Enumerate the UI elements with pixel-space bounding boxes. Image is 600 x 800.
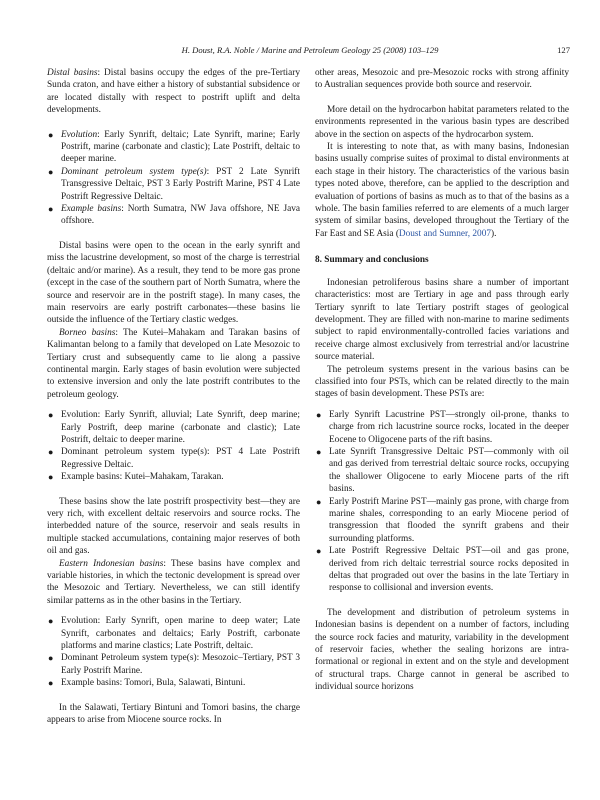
list-item: ● Dominant petroleum system type(s): PST 2 Late Synrift Transgressive Deltaic, PST 3 Early Postrift Marine, PST 4 Late Postrift Regressive Deltaic. [48, 166, 300, 202]
distal-basins-label: Distal basins [47, 68, 98, 78]
conclusion-paragraph: The development and distribution of petroleum systems in Indonesian basins is dependent on a number of factors, including the source rock facies and maturity, variability in the development of reservoir facies, whether the sealing horizons are intra-formational or regional in extent and on the style and development of structural traps. Charge cannot in general be ascribed to individual source horizons [315, 607, 569, 693]
list-item: ● Example basins: Kutei–Mahakam, Tarakan. [48, 472, 224, 483]
borneo-bullet-list [47, 409, 300, 483]
list-item: ● Early Postrift Marine PST—mainly gas prone, with charge from marine shales, corresponding to an early Miocene period of transgression that flooded the synrift grabens and their surrounding platforms. [316, 496, 569, 544]
eastern-basins-paragraph: Eastern Indonesian basins: These basins have complex and variable histories, in which the tectonic development is spread over the Mesozoic and Tertiary. Nevertheless, we can still identify similar patterns as in the other basins in the Tertiary. [47, 558, 300, 606]
bullet-icon: ● [48, 616, 54, 627]
detail-paragraph: More detail on the hydrocarbon habitat parameters related to the environments represented in the various basin types are described above in the section on aspects of the hydrocarbon system. [315, 104, 569, 140]
eastern-discussion-paragraph: In the Salawati, Tertiary Bintuni and Tomori basins, the charge appears to arise from Miocene source rocks. In [47, 702, 300, 726]
journal-citation: H. Doust, R.A. Noble / Marine and Petroleum Geology 25 (2008) 103–129 [181, 45, 439, 55]
bullet-icon: ● [316, 546, 322, 557]
list-item: ● Evolution: Early Synrift, open marine to deep water; Late Synrift, carbonates and deltaics; Early Postrift, carbonate platforms and marine clastics; Late Postrift, deltaic. [48, 616, 300, 652]
distal-basins-paragraph: Distal basins: Distal basins occupy the edges of the pre-Tertiary Sunda craton, and have either a history of substantial subsidence or are located distally with respect to postrift uplift and delta developments. [47, 68, 300, 116]
bullet-icon: ● [316, 409, 322, 420]
bullet-icon: ● [316, 496, 322, 507]
distal-bullet-list [47, 129, 300, 228]
borneo-discussion-paragraph: These basins show the late postrift prospectivity best—they are very rich, with excellent deltaic reservoirs and source rocks. The interbedded nature of the source, reservoir and seals results in multiple stacked accumulations, containing major reserves of both oil and gas. [47, 496, 300, 557]
pst-bullet-list [315, 409, 569, 595]
right-column [315, 67, 569, 694]
left-column [47, 67, 300, 727]
list-item: ● Example basins: North Sumatra, NW Java offshore, NE Java offshore. [48, 204, 300, 227]
list-item: ● Evolution: Early Synrift, alluvial; Late Synrift, deep marine; Early Postrift, deep marine (carbonate and clastic); Late Postrift, deltaic to deeper marine. [48, 410, 300, 445]
eastern-basins-label: Eastern Indonesian basins [59, 558, 164, 569]
bullet-icon: ● [48, 129, 54, 140]
bullet-icon: ● [48, 653, 54, 664]
eastern-bullet-list [47, 615, 300, 689]
borneo-basins-paragraph: Borneo basins: The Kutei–Mahakam and Tarakan basins of Kalimantan belong to a family that developed on Late Mesozoic to Tertiary crust and subsequently came to lie along a passive continental margin. Early stages of basin evolution were subjected to extensive inversion and only the late postrift contributes to the petroleum geology. [47, 327, 300, 400]
list-item: ● Evolution: Early Synrift, deltaic; Late Synrift, marine; Early Postrift, marine (carbonate and clastic); Late Postrift, deltaic to deeper marine. [48, 129, 300, 165]
continuation-paragraph: other areas, Mesozoic and pre-Mesozoic rocks with strong affinity to Australian sequences provide both source and reservoir. [315, 68, 569, 91]
bullet-icon: ● [48, 472, 54, 483]
distal-discussion-paragraph: Distal basins were open to the ocean in the early synrift and miss the lacustrine development, so most of the charge is terrestrial (deltaic and/or marine). As a result, they tend to be more gas prone (except in the case of the southern part of North Sumatra, where the source and reservoir are in the postrift stage). In many cases, the main reservoirs are early postrift carbonates—these basins lie outside the influence of the Tertiary clastic wedges. [47, 240, 300, 326]
citation-link[interactable]: Doust and Sumner, 2007 [398, 228, 491, 239]
list-item: ● Dominant Petroleum system type(s): Mesozoic–Tertiary, PST 3 Early Postrift Marine. [48, 653, 300, 676]
bullet-icon: ● [48, 678, 54, 689]
page-number: 127 [557, 45, 570, 55]
basin-suites-paragraph: It is interesting to note that, as with many basins, Indonesian basins usually comprise suites of proximal to distal environments at each stage in their history. The characteristics of the various basin types noted above, therefore, can be applied to the description and evaluation of portions of basins as much as to that of the basins as a whole. The basin families referred to are elements of a much larger system of similar basins, developed throughout the Tertiary of the Far East and SE Asia (Doust and Sumner, 2007). [315, 142, 569, 239]
bullet-icon: ● [48, 447, 54, 458]
bullet-icon: ● [316, 446, 322, 457]
borneo-basins-label: Borneo basins [59, 327, 116, 338]
running-header [50, 45, 570, 59]
list-item: ● Dominant petroleum system type(s): PST 4 Late Postrift Regressive Deltaic. [48, 447, 300, 470]
list-item: ● Late Postrift Regressive Deltaic PST—oil and gas prone, derived from rich deltaic terrestrial source rocks deposited in deltas that prograded out over the basins in the late Tertiary in response to collisional and inversion events. [316, 546, 569, 594]
summary-paragraph: Indonesian petroliferous basins share a number of important characteristics: most are Tertiary in age and pass through early Tertiary synrift to late Tertiary postrift stages of geological development. They are filled with non-marine to marine sediments subject to rapid environmentally-controlled facies variations and receive charge almost exclusively from terrestrial and/or lacustrine source material. [315, 277, 569, 363]
pst-intro-paragraph: The petroleum systems present in the various basins can be classified into four PSTs, which can be related directly to the main stages of basin development. These PSTs are: [315, 364, 569, 400]
list-item: ● Late Synrift Transgressive Deltaic PST—commonly with oil and gas derived from terrestrial deltaic source rocks, occupying the shallower Oligocene to early Miocene parts of the rift basins. [316, 446, 569, 495]
bullet-icon: ● [48, 410, 54, 421]
bullet-icon: ● [48, 204, 54, 215]
list-item: ● Example basins: Tomori, Bula, Salawati, Bintuni. [48, 678, 246, 689]
section-heading: 8. Summary and conclusions [315, 255, 429, 266]
bullet-icon: ● [48, 166, 54, 177]
list-item: ● Early Synrift Lacustrine PST—strongly oil-prone, thanks to charge from rich lacustrine source rocks, located in the deeper Eocene to Oligocene parts of the rift basins. [316, 409, 569, 445]
